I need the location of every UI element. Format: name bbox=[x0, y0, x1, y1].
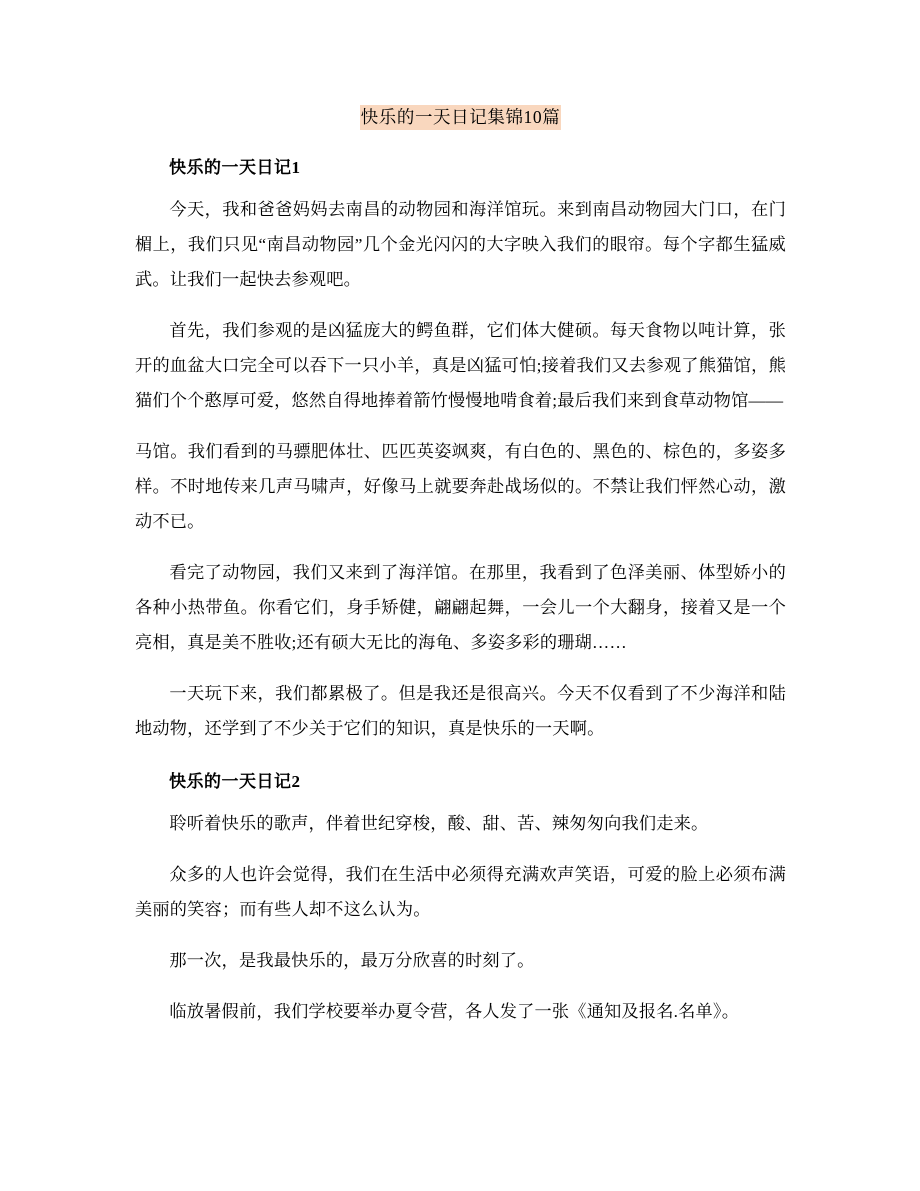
section-heading-1: 快乐的一天日记1 bbox=[169, 158, 301, 177]
paragraph: 看完了动物园，我们又来到了海洋馆。在那里，我看到了色泽美丽、体型娇小的各种小热带鱼。你看它们，身手矫健，翩翩起舞，一会儿一个大翻身，接着又是一个亮相，真是美不胜收;还有硕大无比的海龟、多姿多彩的珊瑚…… bbox=[135, 563, 786, 652]
page-title-text: 快乐的一天日记集锦10篇 bbox=[360, 105, 562, 130]
paragraph: 首先，我们参观的是凶猛庞大的鳄鱼群，它们体大健硕。每天食物以吨计算，张开的血盆大口完全可以吞下一只小羊，真是凶猛可怕;接着我们又去参观了熊猫馆，熊猫们个个憨厚可爱，悠然自得地捧着箭竹慢慢地啃食着;最后我们来到食草动物馆—— bbox=[135, 321, 786, 410]
paragraph: 马馆。我们看到的马骠肥体壮、匹匹英姿飒爽，有白色的、黑色的、棕色的，多姿多样。不时地传来几声马啸声，好像马上就要奔赴战场似的。不禁让我们怦然心动，激动不已。 bbox=[135, 442, 786, 531]
paragraph: 众多的人也许会觉得，我们在生活中必须得充满欢声笑语，可爱的脸上必须布满美丽的笑容；而有些人却不这么认为。 bbox=[135, 865, 786, 919]
paragraph: 那一次，是我最快乐的，最万分欣喜的时刻了。 bbox=[169, 951, 535, 970]
page-title bbox=[135, 104, 786, 130]
paragraph: 今天，我和爸爸妈妈去南昌的动物园和海洋馆玩。来到南昌动物园大门口，在门楣上，我们只见“南昌动物园”几个金光闪闪的大字映入我们的眼帘。每个字都生猛威武。让我们一起快去参观吧。 bbox=[135, 200, 786, 289]
document-content bbox=[135, 104, 786, 1045]
paragraph: 一天玩下来，我们都累极了。但是我还是很高兴。今天不仅看到了不少海洋和陆地动物，还学到了不少关于它们的知识，真是快乐的一天啊。 bbox=[135, 684, 786, 738]
section-heading-2: 快乐的一天日记2 bbox=[169, 772, 301, 791]
paragraph: 临放暑假前，我们学校要举办夏令营，各人发了一张《通知及报名.名单》。 bbox=[169, 1002, 740, 1021]
paragraph: 聆听着快乐的歌声，伴着世纪穿梭，酸、甜、苦、辣匆匆向我们走来。 bbox=[169, 814, 709, 833]
